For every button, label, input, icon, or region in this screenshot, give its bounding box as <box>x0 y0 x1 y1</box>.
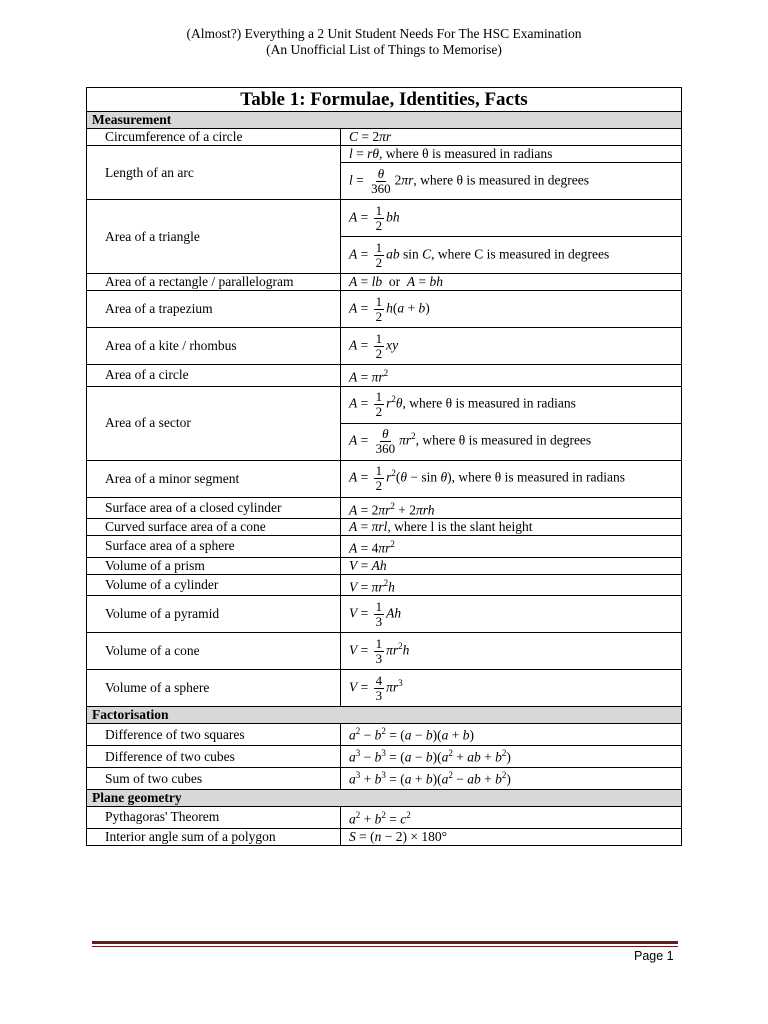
row-label: Area of a kite / rhombus <box>87 328 341 365</box>
formula: V = Ah <box>341 557 682 574</box>
table-row <box>87 828 682 845</box>
table-row <box>87 670 682 707</box>
table-row <box>87 633 682 670</box>
table-title: Table 1: Formulae, Identities, Facts <box>87 88 682 112</box>
row-label: Surface area of a closed cylinder <box>87 497 341 519</box>
row-label: Sum of two cubes <box>87 768 341 790</box>
formula: A = $\frac{\theta}{360}$ $\pi r^2$, where θ is measured in degrees <box>341 423 682 460</box>
table-row <box>87 519 682 536</box>
section-header-plane-geometry: Plane geometry <box>87 790 682 807</box>
table-row <box>87 768 682 790</box>
page-number: Page 1 <box>634 949 674 963</box>
table-row <box>87 807 682 829</box>
table-row <box>87 497 682 519</box>
row-label: Volume of a pyramid <box>87 596 341 633</box>
row-label: Area of a sector <box>87 386 341 460</box>
table-row <box>87 365 682 387</box>
table-row <box>87 724 682 746</box>
table-row <box>87 146 682 163</box>
formula: $a^2 + b^2 = c^2$ <box>341 807 682 829</box>
section-header-measurement: Measurement <box>87 112 682 129</box>
formula: A = $\frac{1}{2}$ h(a + b) <box>341 291 682 328</box>
table-row <box>87 460 682 497</box>
footer-rule-thin <box>92 946 678 947</box>
formula: A = $\frac{1}{2}$ $r^2\theta$, where θ is measured in radians <box>341 386 682 423</box>
row-label: Interior angle sum of a polygon <box>87 828 341 845</box>
row-label: Curved surface area of a cone <box>87 519 341 536</box>
formula: V = $\frac{1}{3}$ $\pi r^2h$ <box>341 633 682 670</box>
row-label: Surface area of a sphere <box>87 536 341 558</box>
formulae-table <box>86 87 682 846</box>
header-line-1: (Almost?) Everything a 2 Unit Student Needs For The HSC Examination <box>186 26 582 41</box>
table-row <box>87 596 682 633</box>
formula: A = πrl, where l is the slant height <box>341 519 682 536</box>
formula: $a^3 - b^3 = (a - b)(a^2$ + ab + $b^2$) <box>341 746 682 768</box>
row-label: Area of a trapezium <box>87 291 341 328</box>
formula: $A = \pi r^2$ <box>341 365 682 387</box>
row-label: Area of a minor segment <box>87 460 341 497</box>
row-label: Difference of two cubes <box>87 746 341 768</box>
formula: l = $\frac{\theta}{360}$ 2πr, where θ is measured in degrees <box>341 163 682 200</box>
footer-rule <box>92 941 678 944</box>
table-row <box>87 536 682 558</box>
formula: A = $\frac{1}{2}$ bh <box>341 200 682 237</box>
table-row <box>87 291 682 328</box>
formula: V = $\frac{4}{3}$ $\pi r^3$ <box>341 670 682 707</box>
row-label: Volume of a cylinder <box>87 574 341 596</box>
row-label: Area of a triangle <box>87 200 341 274</box>
row-label: Pythagoras' Theorem <box>87 807 341 829</box>
formula: A = lb or A = bh <box>341 274 682 291</box>
formula: C = 2πr <box>341 129 682 146</box>
formula: $a^2 - b^2 = (a - b)(a + b)$ <box>341 724 682 746</box>
formula: $A = 2\pi r^2 + 2\pi rh$ <box>341 497 682 519</box>
row-label: Volume of a prism <box>87 557 341 574</box>
table-row <box>87 274 682 291</box>
formula: A = $\frac{1}{2}$ ab sin C, where C is measured in degrees <box>341 237 682 274</box>
section-header-factorisation: Factorisation <box>87 707 682 724</box>
row-label: Area of a circle <box>87 365 341 387</box>
row-label: Volume of a sphere <box>87 670 341 707</box>
formula: A = $\frac{1}{2}$ xy <box>341 328 682 365</box>
row-label: Volume of a cone <box>87 633 341 670</box>
page-header <box>0 26 768 58</box>
table-row <box>87 557 682 574</box>
row-label: Difference of two squares <box>87 724 341 746</box>
formula: l = rθ, where θ is measured in radians <box>341 146 682 163</box>
row-label: Area of a rectangle / parallelogram <box>87 274 341 291</box>
formula: S = (n − 2) × 180° <box>341 828 682 845</box>
formula: V = $\frac{1}{3}$ Ah <box>341 596 682 633</box>
table-row <box>87 129 682 146</box>
formula: $A = 4\pi r^2$ <box>341 536 682 558</box>
row-label: Length of an arc <box>87 146 341 200</box>
formula: $V = \pi r^2h$ <box>341 574 682 596</box>
table-row <box>87 574 682 596</box>
formula: $a^3 + b^3 = (a + b)(a^2$ − ab + $b^2$) <box>341 768 682 790</box>
table-row <box>87 328 682 365</box>
row-label: Circumference of a circle <box>87 129 341 146</box>
table-row <box>87 200 682 237</box>
formula: A = $\frac{1}{2}$ $r^2(\theta - \sin \theta)$, where θ is measured in radians <box>341 460 682 497</box>
header-line-2: (An Unofficial List of Things to Memorise) <box>266 42 502 57</box>
table-row <box>87 746 682 768</box>
table-row <box>87 386 682 423</box>
